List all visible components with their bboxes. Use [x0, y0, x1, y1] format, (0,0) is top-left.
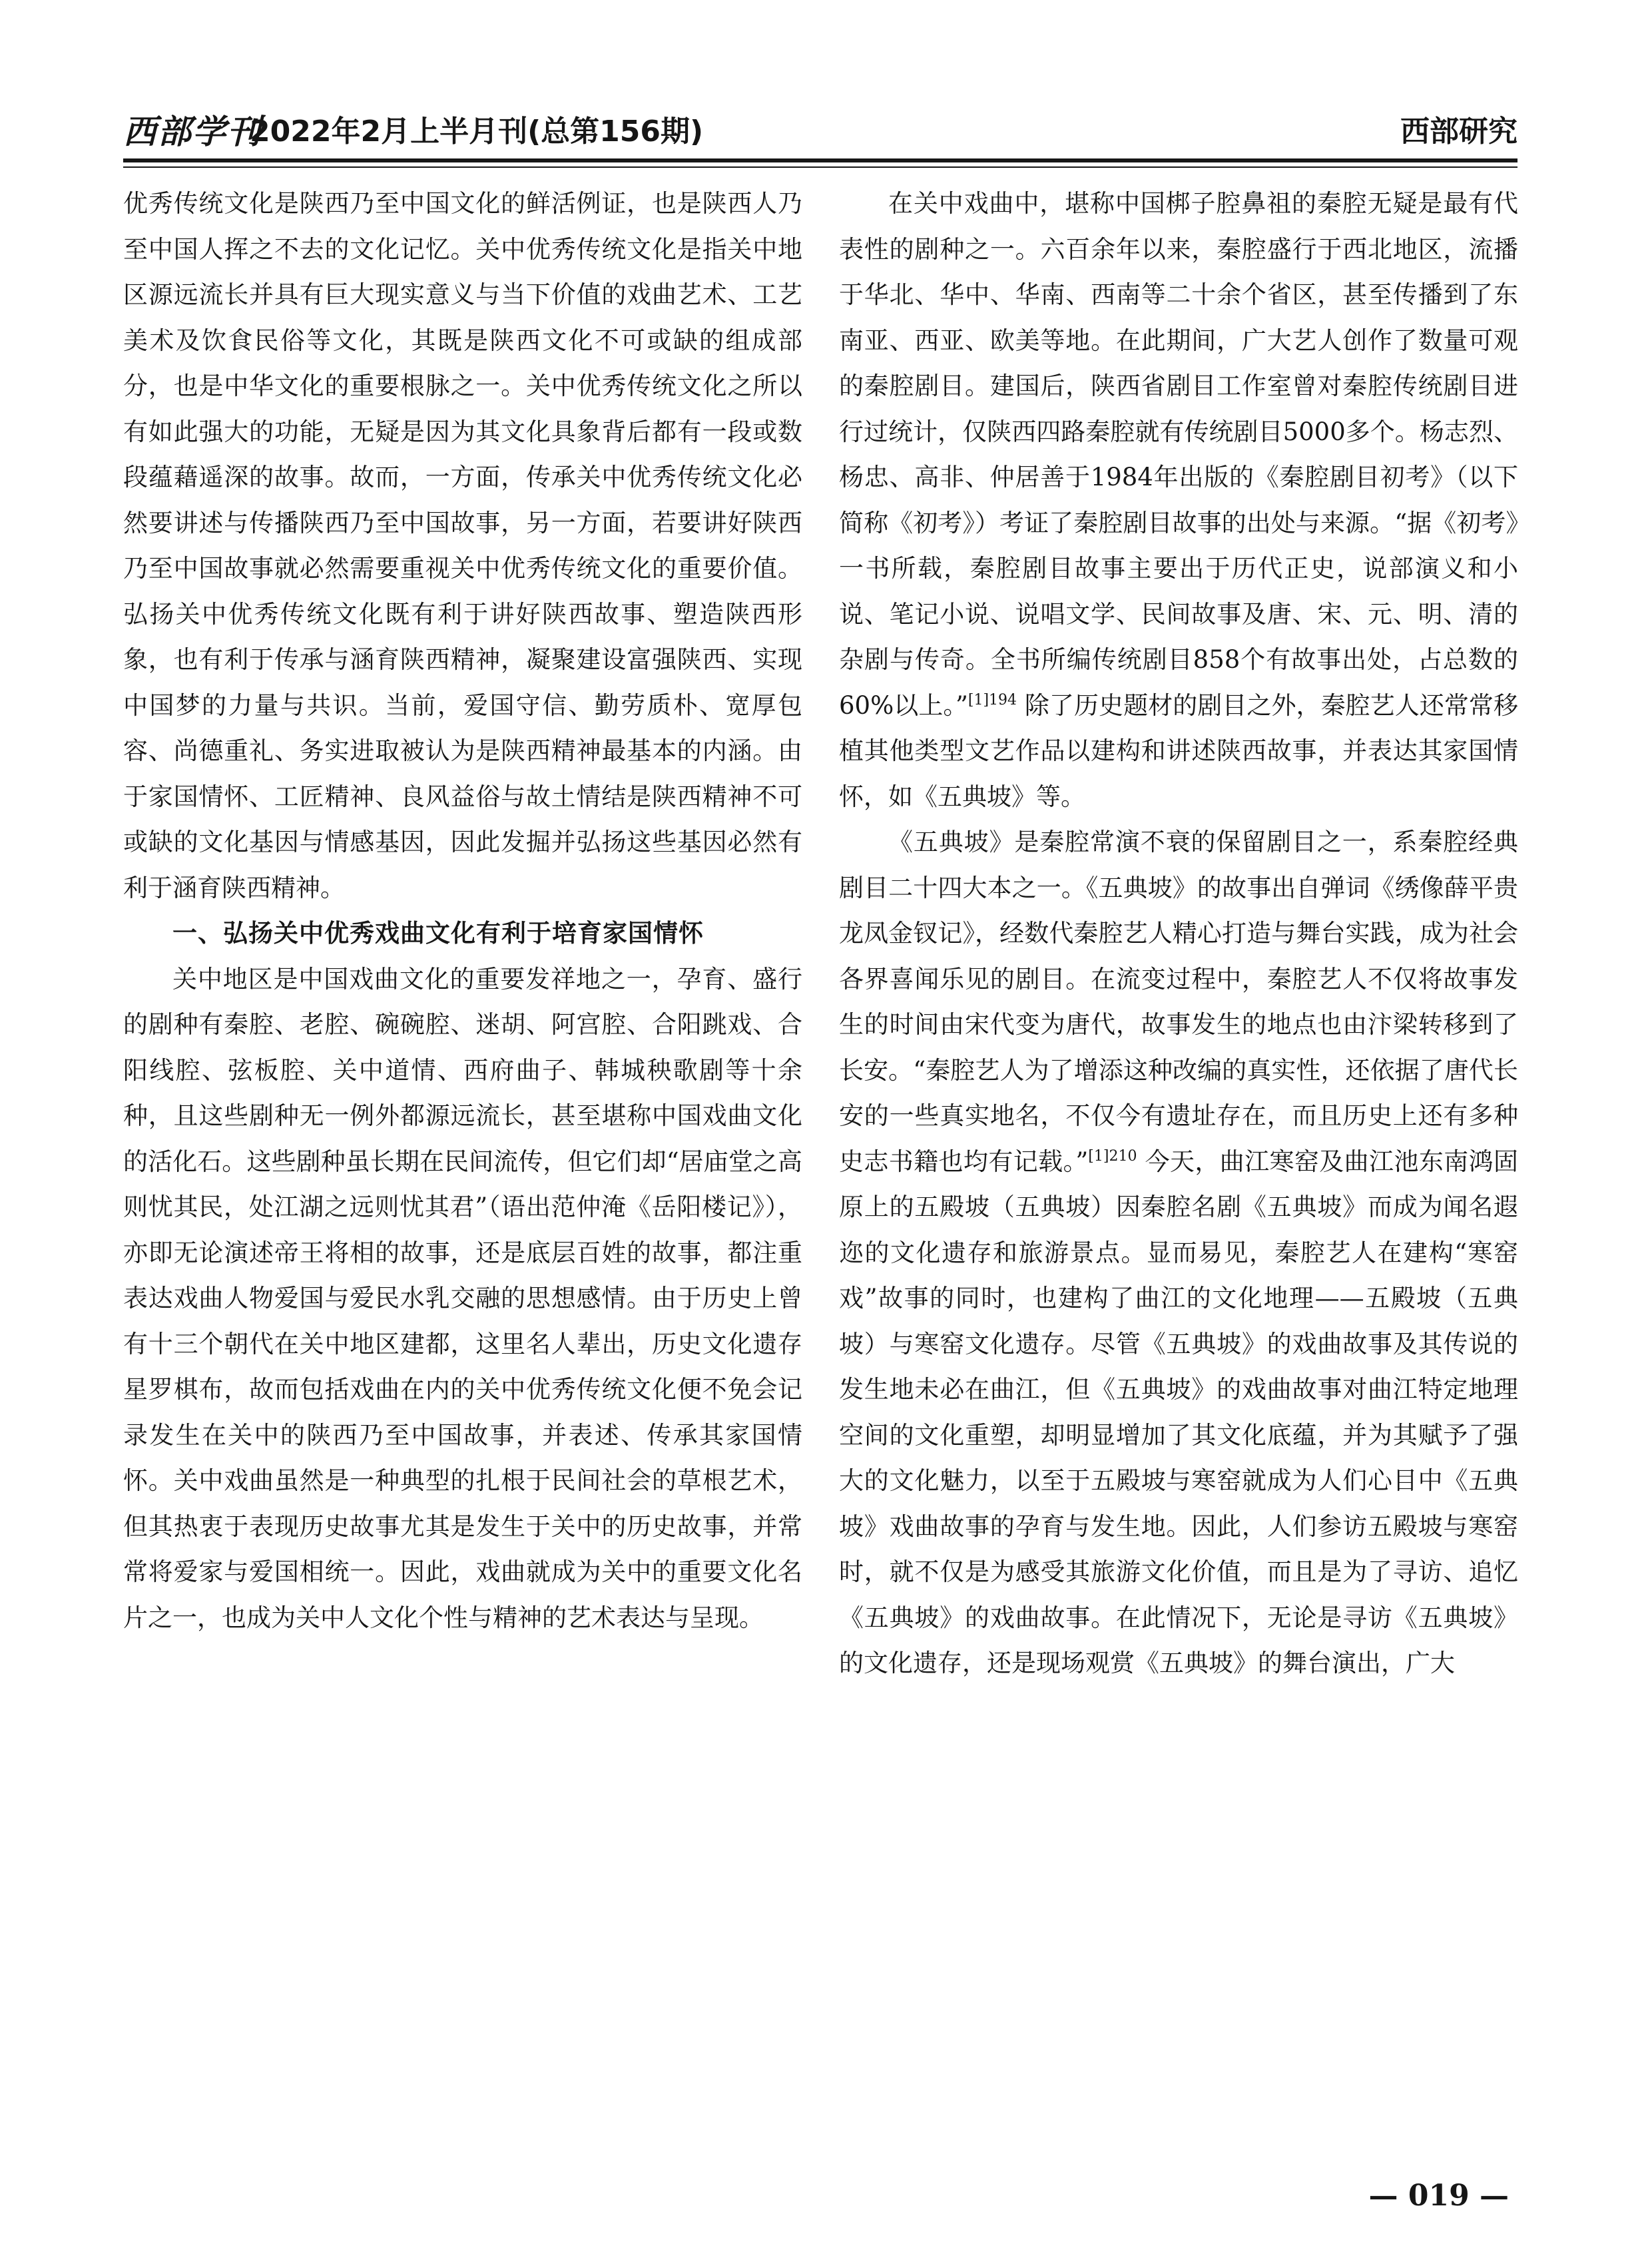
paragraph-text: 在关中戏曲中，堪称中国梆子腔鼻祖的秦腔无疑是最有代表性的剧种之一。六百余年以来，秦腔盛行于西北地区，流播于华北、华中、华南、西南等二十余个省区，甚至传播到了东南亚、西亚、欧美等地。在此期间，广大艺人创作了数量可观的秦腔剧目。建国后，陕西省剧目工作室曾对秦腔传统剧目进行过统计，仅陕西四路秦腔就有传统剧目5000多个。杨志烈、杨忠、高非、仲居善于1984年出版的《秦腔剧目初考》（以下简称《初考》）考证了秦腔剧目故事的出处与来源。“据《初考》一书所载，秦腔剧目故事主要出于历代正史，说部演义和小说、笔记小说、说唱文学、民间故事及唐、宋、元、明、清的杂剧与传奇。全书所编传统剧目858个有故事出处，占总数的60%以上。” — [839, 189, 1518, 720]
paragraph — [839, 181, 1518, 820]
running-header — [123, 107, 1517, 160]
section-name: 西部研究 — [1400, 115, 1517, 148]
paragraph-continued: 优秀传统文化是陕西乃至中国文化的鲜活例证，也是陕西人乃至中国人挥之不去的文化记忆。关中优秀传统文化是指关中地区源远流长并具有巨大现实意义与当下价值的戏曲艺术、工艺美术及饮食民俗等文化，其既是陕西文化不可或缺的组成部分，也是中华文化的重要根脉之一。关中优秀传统文化之所以有如此强大的功能，无疑是因为其文化具象背后都有一段或数段蕴藉遥深的故事。故而，一方面，传承关中优秀传统文化必然要讲述与传播陕西乃至中国故事，另一方面，若要讲好陕西乃至中国故事就必然需要重视关中优秀传统文化的重要价值。弘扬关中优秀传统文化既有利于讲好陕西故事、塑造陕西形象，也有利于传承与涵育陕西精神，凝聚建设富强陕西、实现中国梦的力量与共识。当前，爱国守信、勤劳质朴、宽厚包容、尚德重礼、务实进取被认为是陕西精神最基本的内涵。由于家国情怀、工匠精神、良风益俗与故土情结是陕西精神不可或缺的文化基因与情感基因，因此发掘并弘扬这些基因必然有利于涵育陕西精神。 — [123, 189, 802, 902]
header-rule-thin — [123, 166, 1517, 168]
section-heading: 一、弘扬关中优秀戏曲文化有利于培育家国情怀 — [172, 919, 704, 948]
citation-marker: [1]194 — [967, 691, 1017, 708]
citation-marker: [1]210 — [1088, 1147, 1137, 1165]
issue-info: 2022年2月上半月刊(总第156期) — [250, 115, 704, 148]
right-column — [839, 181, 1518, 1687]
paragraph: 关中地区是中国戏曲文化的重要发祥地之一，孕育、盛行的剧种有秦腔、老腔、碗碗腔、迷胡、阿宫腔、合阳跳戏、合阳线腔、弦板腔、关中道情、西府曲子、韩城秧歌剧等十余种，且这些剧种无一例外都源远流长，甚至堪称中国戏曲文化的活化石。这些剧种虽长期在民间流传，但它们却“居庙堂之高则忧其民，处江湖之远则忧其君”（语出范仲淹《岳阳楼记》），亦即无论演述帝王将相的故事，还是底层百姓的故事，都注重表达戏曲人物爱国与爱民水乳交融的思想感情。由于历史上曾有十三个朝代在关中地区建都，这里名人辈出，历史文化遗存星罗棋布，故而包括戏曲在内的关中优秀传统文化便不免会记录发生在关中的陕西乃至中国故事，并表述、传承其家国情怀。关中戏曲虽然是一种典型的扎根于民间社会的草根艺术，但其热衷于表现历史故事尤其是发生于关中的历史故事，并常常将爱家与爱国相统一。因此，戏曲就成为关中的重要文化名片之一，也成为关中人文化个性与精神的艺术表达与呈现。 — [123, 964, 802, 1632]
paragraph — [839, 820, 1518, 1687]
left-column — [123, 181, 802, 1641]
paragraph-text: 《五典坡》是秦腔常演不衰的保留剧目之一，系秦腔经典剧目二十四大本之一。《五典坡》的故事出自弹词《绣像薛平贵龙凤金钗记》，经数代秦腔艺人精心打造与舞台实践，成为社会各界喜闻乐见的剧目。在流变过程中，秦腔艺人不仅将故事发生的时间由宋代变为唐代，故事发生的地点也由汴梁转移到了长安。“秦腔艺人为了增添这种改编的真实性，还依据了唐代长安的一些真实地名，不仅今有遗址存在，而且历史上还有多种史志书籍也均有记载。” — [839, 828, 1518, 1176]
journal-masthead: 西部学刊 — [123, 112, 262, 151]
paragraph-text: 除了历史题材的剧目之外，秦腔艺人还常常移植其他类型文艺作品以建构和讲述陕西故事，并表达其家国情怀，如《五典坡》等。 — [839, 691, 1518, 811]
paragraph-text: 今天，曲江寒窑及曲江池东南鸿固原上的五殿坡（五典坡）因秦腔名剧《五典坡》而成为闻名遐迩的文化遗存和旅游景点。显而易见，秦腔艺人在建构“寒窑戏”故事的同时，也建构了曲江的文化地理——五殿坡（五典坡）与寒窑文化遗存。尽管《五典坡》的戏曲故事及其传说的发生地未必在曲江，但《五典坡》的戏曲故事对曲江特定地理空间的文化重塑，却明显增加了其文化底蕴，并为其赋予了强大的文化魅力，以至于五殿坡与寒窑就成为人们心目中《五典坡》戏曲故事的孕育与发生地。因此，人们参访五殿坡与寒窑时，就不仅是为感受其旅游文化价值，而且是为了寻访、追忆《五典坡》的戏曲故事。在此情况下，无论是寻访《五典坡》的文化遗存，还是现场观赏《五典坡》的舞台演出，广大 — [839, 1147, 1518, 1677]
page-number: — 019 — — [1368, 2179, 1509, 2213]
header-rule-thick — [123, 158, 1517, 162]
